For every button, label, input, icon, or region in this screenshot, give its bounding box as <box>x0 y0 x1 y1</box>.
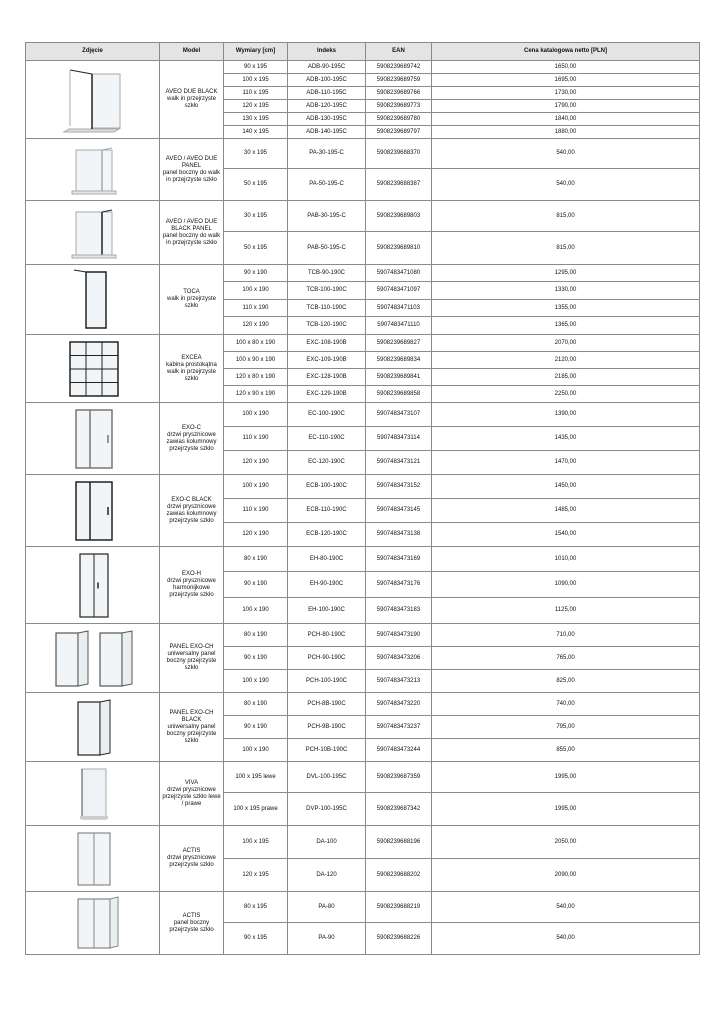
price-cell: 2090,00 <box>432 859 700 892</box>
index-cell: EH-90-190C <box>288 572 366 598</box>
table-row <box>26 201 700 232</box>
index-cell: PCH-80-190C <box>288 624 366 647</box>
index-cell: PAB-50-195-C <box>288 232 366 265</box>
dimensions-cell: 120 x 195 <box>224 859 288 892</box>
index-cell: ADB-110-195C <box>288 87 366 100</box>
table-row <box>26 265 700 282</box>
index-cell: EXC-109-190B <box>288 352 366 369</box>
index-cell: EC-100-190C <box>288 403 366 427</box>
model-description: walk in przejrzyste szkło <box>166 96 216 109</box>
table-row <box>26 624 700 647</box>
sliding-door-icon <box>27 827 160 891</box>
price-cell: 1365,00 <box>432 317 700 335</box>
ean-cell: 5907483473138 <box>366 523 432 547</box>
dimensions-cell: 90 x 190 <box>224 572 288 598</box>
product-photo <box>26 892 160 955</box>
dimensions-cell: 80 x 190 <box>224 693 288 716</box>
price-cell: 2050,00 <box>432 826 700 859</box>
index-cell: PCH-100-190C <box>288 670 366 693</box>
header-row <box>26 43 700 61</box>
ean-cell: 5908239689797 <box>366 126 432 139</box>
header-index: Indeks <box>288 43 366 61</box>
product-photo <box>26 624 160 693</box>
dimensions-cell: 80 x 190 <box>224 547 288 572</box>
dimensions-cell: 110 x 195 <box>224 87 288 100</box>
price-cell: 1390,00 <box>432 403 700 427</box>
ean-cell: 5908239689834 <box>366 352 432 369</box>
dimensions-cell: 90 x 195 <box>224 923 288 955</box>
dimensions-cell: 120 x 80 x 190 <box>224 369 288 386</box>
index-cell: EXC-129-190B <box>288 386 366 403</box>
index-cell: PA-30-195-C <box>288 139 366 169</box>
dimensions-cell: 90 x 190 <box>224 716 288 739</box>
model-description: drzwi prysznicowe zawias kolumnowy przejrzyste szkło <box>166 503 217 524</box>
price-cell: 2070,00 <box>432 335 700 352</box>
black-frame-panel-icon <box>27 266 160 334</box>
dimensions-cell: 90 x 190 <box>224 265 288 282</box>
index-cell: PAB-30-195-C <box>288 201 366 232</box>
price-cell: 1295,00 <box>432 265 700 282</box>
index-cell: EC-110-190C <box>288 427 366 451</box>
model-name: VIVA <box>184 779 199 786</box>
model-description: drzwi prysznicowe przejrzyste szkło lewe / prawe <box>162 786 221 807</box>
index-cell: TCB-100-190C <box>288 282 366 300</box>
price-cell: 2185,00 <box>432 369 700 386</box>
model-description: drzwi prysznicowe przejrzyste szkło <box>167 855 216 868</box>
dimensions-cell: 30 x 195 <box>224 139 288 169</box>
index-cell: PCH-9B-190C <box>288 716 366 739</box>
model-cell <box>160 762 224 826</box>
dimensions-cell: 90 x 190 <box>224 647 288 670</box>
model-description: walk in przejrzyste szkło <box>166 296 216 309</box>
index-cell: ECB-110-190C <box>288 499 366 523</box>
table-row <box>26 475 700 499</box>
ean-cell: 5907483473220 <box>366 693 432 716</box>
model-cell <box>160 547 224 624</box>
header-price: Cena katalogowa netto [PLN] <box>432 43 700 61</box>
model-name: ACTIS <box>182 912 201 919</box>
product-photo <box>26 826 160 892</box>
ean-cell: 5908239689827 <box>366 335 432 352</box>
pivot-door-icon <box>27 404 160 474</box>
index-cell: ADB-100-195C <box>288 74 366 87</box>
model-name: AVEO / AVEO DUE BLACK PANEL <box>165 218 218 232</box>
index-cell: ADB-140-195C <box>288 126 366 139</box>
product-photo <box>26 201 160 265</box>
price-cell: 1435,00 <box>432 427 700 451</box>
header-photo: Zdjęcie <box>26 43 160 61</box>
dimensions-cell: 100 x 190 <box>224 475 288 499</box>
model-name: PANEL EXO-CH BLACK <box>169 709 214 723</box>
black-corner-enclosure-icon <box>27 694 160 761</box>
dimensions-cell: 50 x 195 <box>224 169 288 201</box>
price-cell: 1090,00 <box>432 572 700 598</box>
index-cell: PA-80 <box>288 892 366 923</box>
ean-cell: 5907483473114 <box>366 427 432 451</box>
product-photo <box>26 265 160 335</box>
price-cell: 1330,00 <box>432 282 700 300</box>
ean-cell: 5907483473244 <box>366 739 432 762</box>
ean-cell: 5907483473169 <box>366 547 432 572</box>
index-cell: PA-90 <box>288 923 366 955</box>
ean-cell: 5908239689759 <box>366 74 432 87</box>
index-cell: EH-80-190C <box>288 547 366 572</box>
model-description: uniwersalny panel boczny przejrzyste szkło <box>166 723 217 744</box>
index-cell: ECB-100-190C <box>288 475 366 499</box>
index-cell: EC-120-190C <box>288 451 366 475</box>
price-cell: 1540,00 <box>432 523 700 547</box>
price-cell: 1880,00 <box>432 126 700 139</box>
price-cell: 740,00 <box>432 693 700 716</box>
price-cell: 2120,00 <box>432 352 700 369</box>
header-model: Model <box>160 43 224 61</box>
index-cell: TCB-110-190C <box>288 300 366 317</box>
niche-door-icon <box>27 763 160 825</box>
ean-cell: 5907483473176 <box>366 572 432 598</box>
table-row <box>26 139 700 169</box>
ean-cell: 5908239688387 <box>366 169 432 201</box>
index-cell: DVL-100-195C <box>288 762 366 793</box>
header-dimensions: Wymiary [cm] <box>224 43 288 61</box>
price-cell: 1995,00 <box>432 793 700 826</box>
ean-cell: 5907483473237 <box>366 716 432 739</box>
sliding-enclosure-icon <box>27 893 160 954</box>
ean-cell: 5908239689766 <box>366 87 432 100</box>
model-description: drzwi prysznicowe harmonijkowe przejrzyste szkło <box>167 578 216 598</box>
ean-cell: 5907483473190 <box>366 624 432 647</box>
index-cell: TCB-90-190C <box>288 265 366 282</box>
index-cell: ADB-130-195C <box>288 113 366 126</box>
price-cell: 1470,00 <box>432 451 700 475</box>
product-photo <box>26 475 160 547</box>
price-cell: 1485,00 <box>432 499 700 523</box>
index-cell: TCB-120-190C <box>288 317 366 335</box>
model-name: TOCA <box>183 289 200 295</box>
index-cell: ECB-120-190C <box>288 523 366 547</box>
dimensions-cell: 100 x 90 x 190 <box>224 352 288 369</box>
dimensions-cell: 120 x 190 <box>224 317 288 335</box>
product-photo <box>26 547 160 624</box>
dimensions-cell: 110 x 190 <box>224 499 288 523</box>
index-cell: PA-50-195-C <box>288 169 366 201</box>
dimensions-cell: 30 x 195 <box>224 201 288 232</box>
index-cell: DA-120 <box>288 859 366 892</box>
price-cell: 1450,00 <box>432 475 700 499</box>
price-cell: 1995,00 <box>432 762 700 793</box>
ean-cell: 5907483473121 <box>366 451 432 475</box>
price-cell: 815,00 <box>432 232 700 265</box>
index-cell: DVP-100-195C <box>288 793 366 826</box>
ean-cell: 5908239688202 <box>366 859 432 892</box>
ean-cell: 5907483471097 <box>366 282 432 300</box>
ean-cell: 5908239689810 <box>366 232 432 265</box>
index-cell: PCH-90-190C <box>288 647 366 670</box>
dimensions-cell: 90 x 195 <box>224 61 288 74</box>
dimensions-cell: 100 x 195 <box>224 74 288 87</box>
dimensions-cell: 100 x 195 <box>224 826 288 859</box>
product-photo <box>26 61 160 139</box>
ean-cell: 5908239689841 <box>366 369 432 386</box>
dimensions-cell: 100 x 190 <box>224 403 288 427</box>
model-cell <box>160 139 224 201</box>
dimensions-cell: 100 x 195 prawe <box>224 793 288 826</box>
table-row <box>26 547 700 572</box>
model-description: panel boczny przejrzyste szkło <box>169 919 214 933</box>
grid-cabin-icon <box>27 336 160 402</box>
price-cell: 1790,00 <box>432 100 700 113</box>
ean-cell: 5907483473213 <box>366 670 432 693</box>
model-name: EXO-H <box>181 571 201 577</box>
price-cell: 540,00 <box>432 139 700 169</box>
model-name: AVEO / AVEO DUE PANEL <box>165 155 218 169</box>
black-side-panel-icon <box>27 202 160 264</box>
product-photo <box>26 403 160 475</box>
ean-cell: 5907483471103 <box>366 300 432 317</box>
table-body <box>26 61 700 955</box>
model-name: AVEO DUE BLACK <box>165 89 218 95</box>
ean-cell: 5908239688219 <box>366 892 432 923</box>
model-cell <box>160 201 224 265</box>
dimensions-cell: 80 x 190 <box>224 624 288 647</box>
price-cell: 1125,00 <box>432 598 700 624</box>
model-description: panel boczny do walk in przejrzyste szkło <box>162 169 221 183</box>
dimensions-cell: 50 x 195 <box>224 232 288 265</box>
model-description: drzwi prysznicowe zawias kolumnowy przejrzyste szkło <box>166 431 217 452</box>
table-row <box>26 403 700 427</box>
dimensions-cell: 100 x 190 <box>224 598 288 624</box>
corner-enclosure-icon <box>27 625 160 692</box>
model-name: ACTIS <box>182 848 201 854</box>
black-pivot-door-icon <box>27 476 160 546</box>
ean-cell: 5907483471080 <box>366 265 432 282</box>
price-cell: 540,00 <box>432 923 700 955</box>
dimensions-cell: 110 x 190 <box>224 427 288 451</box>
ean-cell: 5908239687359 <box>366 762 432 793</box>
index-cell: PCH-8B-190C <box>288 693 366 716</box>
side-panel-icon <box>27 140 160 200</box>
ean-cell: 5908239689780 <box>366 113 432 126</box>
price-cell: 1010,00 <box>432 547 700 572</box>
product-photo <box>26 139 160 201</box>
index-cell: EH-100-190C <box>288 598 366 624</box>
ean-cell: 5908239689858 <box>366 386 432 403</box>
model-cell <box>160 265 224 335</box>
model-cell <box>160 693 224 762</box>
ean-cell: 5908239689742 <box>366 61 432 74</box>
model-cell <box>160 624 224 693</box>
price-cell: 1650,00 <box>432 61 700 74</box>
table-row <box>26 826 700 859</box>
table-row <box>26 693 700 716</box>
dimensions-cell: 80 x 195 <box>224 892 288 923</box>
dimensions-cell: 120 x 190 <box>224 451 288 475</box>
model-description: uniwersalny panel boczny przejrzyste szkło <box>166 651 217 671</box>
model-cell <box>160 475 224 547</box>
price-cell: 1355,00 <box>432 300 700 317</box>
model-cell <box>160 403 224 475</box>
ean-cell: 5907483471110 <box>366 317 432 335</box>
ean-cell: 5907483473152 <box>366 475 432 499</box>
price-cell: 1695,00 <box>432 74 700 87</box>
model-name: EXO-C <box>181 424 201 431</box>
table-row <box>26 335 700 352</box>
dimensions-cell: 100 x 190 <box>224 739 288 762</box>
dimensions-cell: 120 x 90 x 190 <box>224 386 288 403</box>
ean-cell: 5907483473107 <box>366 403 432 427</box>
index-cell: EXC-108-190B <box>288 335 366 352</box>
dimensions-cell: 100 x 80 x 190 <box>224 335 288 352</box>
folding-door-icon <box>27 548 160 623</box>
dimensions-cell: 130 x 195 <box>224 113 288 126</box>
price-cell: 2250,00 <box>432 386 700 403</box>
price-cell: 1730,00 <box>432 87 700 100</box>
price-cell: 540,00 <box>432 169 700 201</box>
table-row <box>26 61 700 74</box>
ean-cell: 5907483473206 <box>366 647 432 670</box>
ean-cell: 5908239689773 <box>366 100 432 113</box>
price-cell: 825,00 <box>432 670 700 693</box>
ean-cell: 5908239688196 <box>366 826 432 859</box>
price-cell: 710,00 <box>432 624 700 647</box>
product-photo <box>26 762 160 826</box>
model-description: kabina prostokątna walk in przejrzyste szkło <box>166 361 217 382</box>
price-cell: 1840,00 <box>432 113 700 126</box>
index-cell: EXC-128-190B <box>288 369 366 386</box>
product-photo <box>26 693 160 762</box>
model-cell <box>160 335 224 403</box>
ean-cell: 5908239687342 <box>366 793 432 826</box>
ean-cell: 5907483473145 <box>366 499 432 523</box>
walk-in-screen-tray-icon <box>27 62 160 138</box>
price-cell: 765,00 <box>432 647 700 670</box>
price-cell: 795,00 <box>432 716 700 739</box>
dimensions-cell: 100 x 190 <box>224 282 288 300</box>
index-cell: ADB-90-195C <box>288 61 366 74</box>
table-row <box>26 892 700 923</box>
table-row <box>26 762 700 793</box>
ean-cell: 5908239689803 <box>366 201 432 232</box>
dimensions-cell: 120 x 195 <box>224 100 288 113</box>
model-name: EXO-C BLACK <box>171 496 212 503</box>
model-cell <box>160 826 224 892</box>
model-name: PANEL EXO-CH <box>169 644 214 650</box>
ean-cell: 5908239688226 <box>366 923 432 955</box>
product-photo <box>26 335 160 403</box>
dimensions-cell: 110 x 190 <box>224 300 288 317</box>
index-cell: PCH-10B-190C <box>288 739 366 762</box>
index-cell: DA-100 <box>288 826 366 859</box>
price-list-table <box>25 42 700 955</box>
header-ean: EAN <box>366 43 432 61</box>
model-cell <box>160 61 224 139</box>
ean-cell: 5908239688370 <box>366 139 432 169</box>
model-cell <box>160 892 224 955</box>
price-cell: 855,00 <box>432 739 700 762</box>
dimensions-cell: 120 x 190 <box>224 523 288 547</box>
model-description: panel boczny do walk in przejrzyste szkło <box>162 232 221 246</box>
dimensions-cell: 100 x 195 lewe <box>224 762 288 793</box>
dimensions-cell: 140 x 195 <box>224 126 288 139</box>
model-name: EXCEA <box>181 354 202 361</box>
price-cell: 540,00 <box>432 892 700 923</box>
index-cell: ADB-120-195C <box>288 100 366 113</box>
price-cell: 815,00 <box>432 201 700 232</box>
ean-cell: 5907483473183 <box>366 598 432 624</box>
dimensions-cell: 100 x 190 <box>224 670 288 693</box>
